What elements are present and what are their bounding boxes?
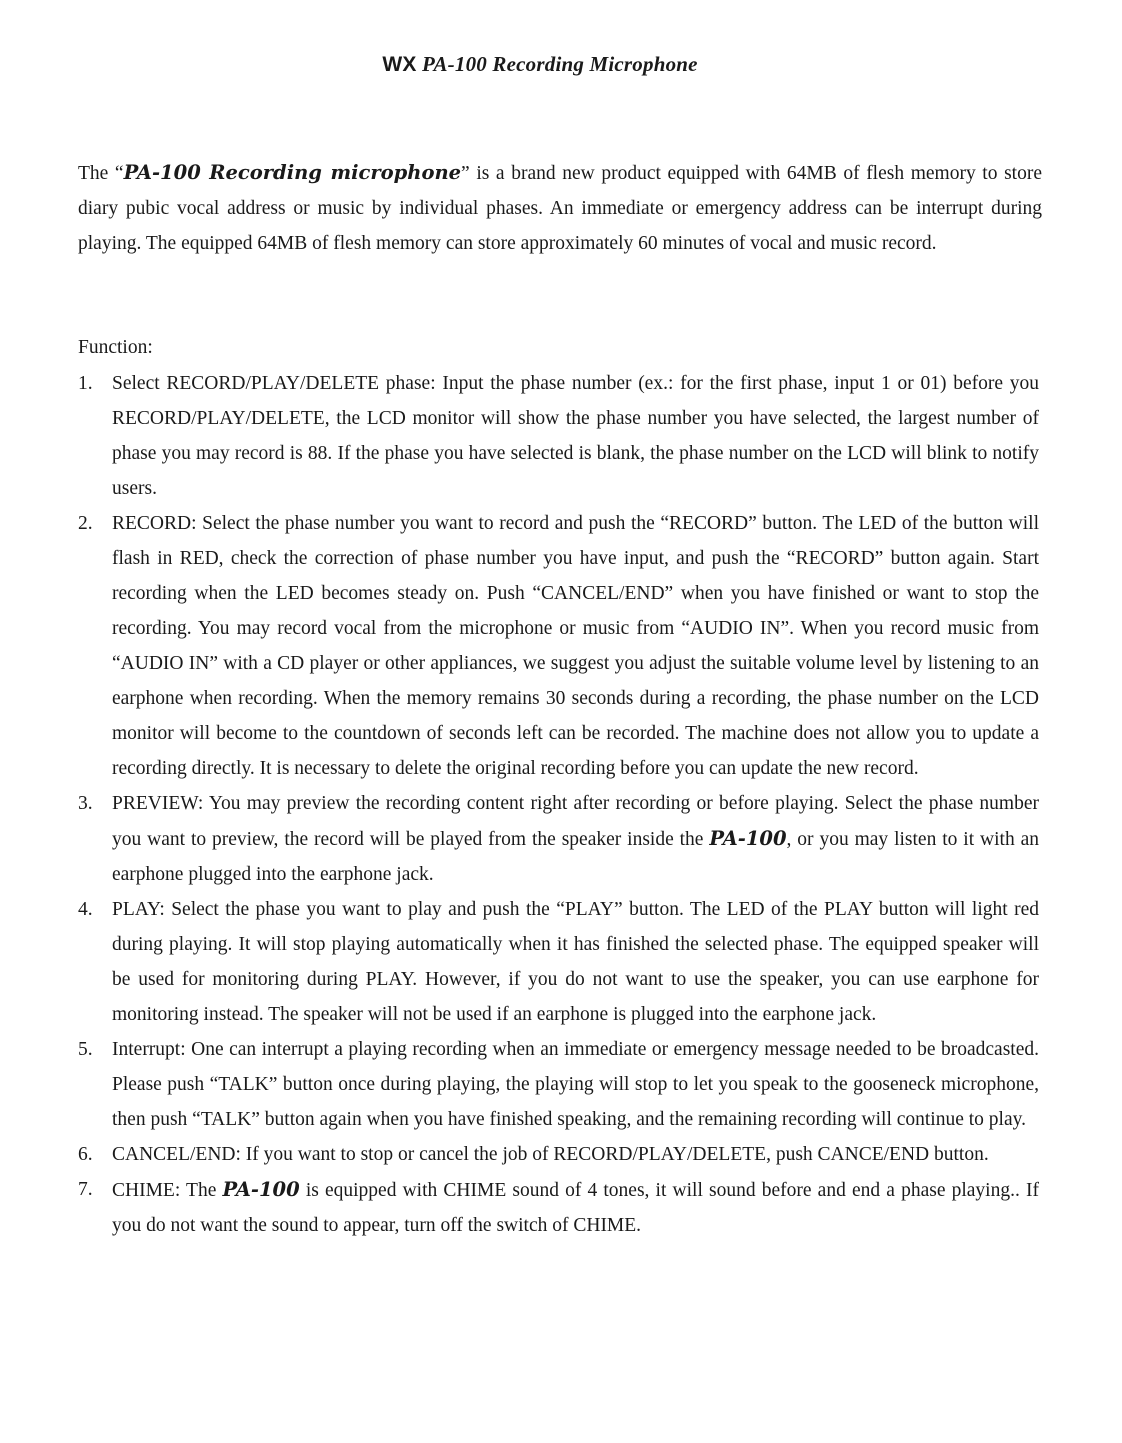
item-product-name: PA-100 — [222, 1178, 300, 1201]
intro-lead: The “ — [78, 163, 124, 184]
item-number: 4. — [78, 899, 93, 920]
function-item-5 — [0, 1032, 1122, 1137]
item-text-after: is equipped with CHIME sound of 4 tones, it will sound before and end a phase playing.. If you do not want the sound to appear, turn off the switch of CHIME. — [112, 1180, 1039, 1236]
function-item-2 — [0, 506, 1122, 786]
intro-product-name: PA-100 Recording microphone — [123, 161, 462, 184]
function-heading: Function: — [78, 337, 153, 358]
item-number: 7. — [78, 1179, 93, 1200]
item-text-after: , or you may listen to it with an earphone plugged into the earphone jack. — [112, 829, 1039, 885]
brand-name: WX — [382, 53, 417, 76]
intro-text: ” is a brand new product equipped with 64MB of flesh memory to store diary pubic vocal address or music by individual phases. An immediate or emergency address can be interrupt during playing. The equipped 64MB of flesh memory can store approximately 60 minutes of vocal and music record. — [78, 163, 1042, 254]
item-text: Select RECORD/PLAY/DELETE phase: Input the phase number (ex.: for the first phase, input 1 or 01) before you RECORD/PLAY/DELETE, the LCD monitor will show the phase number you have selected, the largest number of phase you may record is 88. If the phase you have selected is blank, the phase number on the LCD will blink to notify users. — [112, 373, 1039, 499]
item-text: CANCEL/END: If you want to stop or cancel the job of RECORD/PLAY/DELETE, push CANCE/END button. — [112, 1144, 989, 1165]
function-item-4 — [0, 892, 1122, 1032]
intro-paragraph — [78, 155, 1042, 261]
item-text — [112, 1172, 1039, 1243]
item-text: RECORD: Select the phase number you want to record and push the “RECORD” button. The LED of the button will flash in RED, check the correction of phase number you have input, and push the “RECORD” button again. Start recording when the LED becomes steady on. Push “CANCEL/END” when you have finished or want to stop the recording. You may record vocal from the microphone or music from “AUDIO IN”. When you record music from “AUDIO IN” with a CD player or other appliances, we suggest you adjust the suitable volume level by listening to an earphone when recording. When the memory remains 30 seconds during a recording, the phase number on the LCD monitor will become to the countdown of seconds left can be recorded. The machine does not allow you to update a recording directly. It is necessary to delete the original recording before you can update the new record. — [112, 513, 1039, 779]
item-product-name: PA-100 — [709, 827, 787, 850]
item-text — [112, 786, 1039, 892]
item-number: 3. — [78, 793, 93, 814]
item-number: 6. — [78, 1144, 93, 1165]
item-number: 5. — [78, 1039, 93, 1060]
item-number: 2. — [78, 513, 93, 534]
function-list — [0, 366, 1122, 1243]
function-item-1 — [0, 366, 1122, 506]
item-text: PLAY: Select the phase you want to play and push the “PLAY” button. The LED of the PLAY button will light red during playing. It will stop playing automatically when it has finished the selected phase. The equipped speaker will be used for monitoring during PLAY. However, if you do not want to use the speaker, you can use earphone for monitoring instead. The speaker will not be used if an earphone is plugged into the earphone jack. — [112, 899, 1039, 1025]
function-item-6 — [0, 1137, 1122, 1172]
item-text-before: CHIME: The — [112, 1180, 223, 1201]
model-title: PA-100 Recording Microphone — [422, 52, 698, 76]
item-number: 1. — [78, 373, 93, 394]
document-title — [0, 52, 1080, 77]
function-item-3 — [0, 786, 1122, 892]
item-text: Interrupt: One can interrupt a playing recording when an immediate or emergency message needed to be broadcasted. Please push “TALK” button once during playing, the playing will stop to let you speak to the gooseneck microphone, then push “TALK” button again when you have finished speaking, and the remaining recording will continue to play. — [112, 1039, 1039, 1130]
function-item-7 — [0, 1172, 1122, 1243]
item-text-before: PREVIEW: You may preview the recording content right after recording or before playing. Select the phase number you want to preview, the record will be played from the speaker inside the — [112, 793, 1039, 850]
